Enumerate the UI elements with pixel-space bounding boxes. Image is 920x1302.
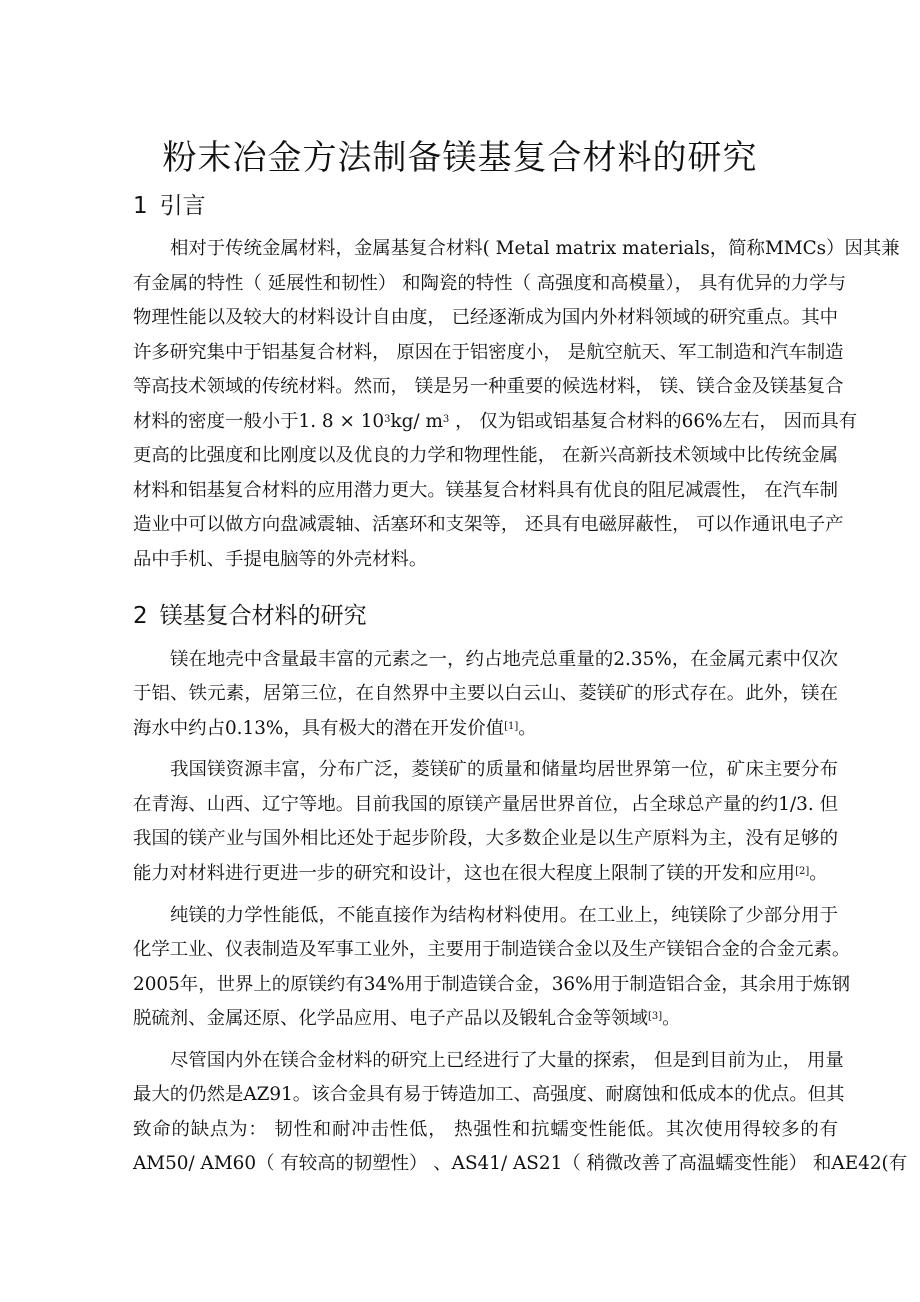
paragraph-line: 最大的仍然是AZ91。该合金具有易于铸造加工、高强度、耐腐蚀和低成本的优点。但其 [133, 1084, 845, 1105]
ref-line-end: 。 [809, 863, 828, 884]
ref-line-end: 。 [662, 1008, 681, 1029]
section-number: 2 [133, 603, 148, 629]
paragraph-line: 我国镁资源丰富，分布广泛，菱镁矿的质量和储量均居世界第一位，矿床主要分布 [170, 759, 838, 780]
paragraph-line: 在青海、山西、辽宁等地。目前我国的原镁产量居世界首位，占全球总产量的约1/3. 但 [133, 794, 838, 815]
ref-line-text: 脱硫剂、金属还原、化学品应用、电子产品以及锻轧合金等领域 [133, 1008, 648, 1029]
density-exponent: 3 [384, 414, 391, 425]
paragraph-line-density [133, 405, 858, 439]
section-title: 引言 [159, 193, 206, 219]
ref-line-end: 。 [518, 718, 537, 739]
paragraph-line: 镁在地壳中含量最丰富的元素之一，约占地壳总重量的2.35%，在金属元素中仅次 [170, 649, 838, 670]
citation-ref: [1] [504, 721, 519, 732]
paragraph-line: 品中手机、手提电脑等的外壳材料。 [133, 549, 428, 570]
paragraph-line-ref2 [133, 857, 838, 891]
paragraph-line: 物理性能以及较大的材料设计自由度， 已经逐渐成为国内外材料领域的研究重点。其中 [133, 307, 838, 328]
paragraph-line: 造业中可以做方向盘减震轴、活塞环和支架等， 还具有电磁屏蔽性， 可以作通讯电子产 [133, 514, 844, 535]
section-number: 1 [133, 193, 148, 219]
paragraph-line: 等高技术领域的传统材料。然而， 镁是另一种重要的候选材料， 镁、镁合金及镁基复合 [133, 376, 844, 397]
paragraph-line-ref3 [133, 1002, 838, 1036]
section-heading-research [133, 601, 367, 631]
section-title: 镁基复合材料的研究 [159, 603, 367, 629]
ref-line-text: 能力对材料进行更进一步的研究和设计，这也在很大程度上限制了镁的开发和应用 [133, 863, 796, 884]
section-heading-introduction [133, 191, 206, 221]
density-unit-exponent: 3 [442, 414, 450, 425]
citation-ref: [2] [795, 866, 810, 877]
density-unit: kg/ m [390, 411, 443, 432]
paragraph-line: AM50/ AM60（ 有较高的韧塑性） 、AS41/ AS21（ 稍微改善了高温蠕变性能） 和AE42(有 [133, 1153, 908, 1174]
paragraph-line: 化学工业、仪表制造及军事工业外，主要用于制造镁合金以及生产镁铝合金的合金元素。 [133, 939, 851, 960]
paragraph-line-ref1 [133, 712, 838, 746]
density-text: 材料的密度一般小于1. 8 × 10 [133, 411, 385, 432]
paragraph-line: 相对于传统金属材料，金属基复合材料( Metal matrix materials，简称MMCs）因其兼 [170, 238, 900, 259]
paragraph-line: 2005年，世界上的原镁约有34%用于制造镁合金，36%用于制造铝合金，其余用于炼钢 [133, 974, 851, 995]
paragraph-line: 更高的比强度和比刚度以及优良的力学和物理性能， 在新兴高新技术领域中比传统金属 [133, 445, 838, 466]
paragraph-line: 我国的镁产业与国外相比还处于起步阶段，大多数企业是以生产原料为主，没有足够的 [133, 828, 838, 849]
paragraph-line: 材料和铝基复合材料的应用潜力更大。镁基复合材料具有优良的阻尼减震性， 在汽车制 [133, 480, 838, 501]
paragraph-line: 于铝、铁元素，居第三位，在自然界中主要以白云山、菱镁矿的形式存在。此外，镁在 [133, 683, 838, 704]
citation-ref: [3] [647, 1011, 663, 1022]
paragraph-line: 致命的缺点为： 韧性和耐冲击性低， 热强性和抗蠕变性能低。其次使用得较多的有 [133, 1119, 838, 1140]
density-text-rest: ， 仅为铝或铝基复合材料的66%左右， 因而具有 [449, 411, 858, 432]
ref-line-text: 海水中约占0.13%，具有极大的潜在开发价值 [133, 718, 505, 739]
paragraph-line: 有金属的特性（ 延展性和韧性） 和陶瓷的特性（ 高强度和高模量）， 具有优异的力学与 [133, 273, 847, 294]
paragraph-line: 尽管国内外在镁合金材料的研究上已经进行了大量的探索， 但是到目前为止， 用量 [170, 1050, 844, 1071]
paragraph-line: 纯镁的力学性能低，不能直接作为结构材料使用。在工业上，纯镁除了少部分用于 [170, 905, 838, 926]
paragraph-line: 许多研究集中于铝基复合材料， 原因在于铝密度小， 是航空航天、军工制造和汽车制造 [133, 342, 844, 363]
document-title: 粉末冶金方法制备镁基复合材料的研究 [162, 138, 758, 178]
